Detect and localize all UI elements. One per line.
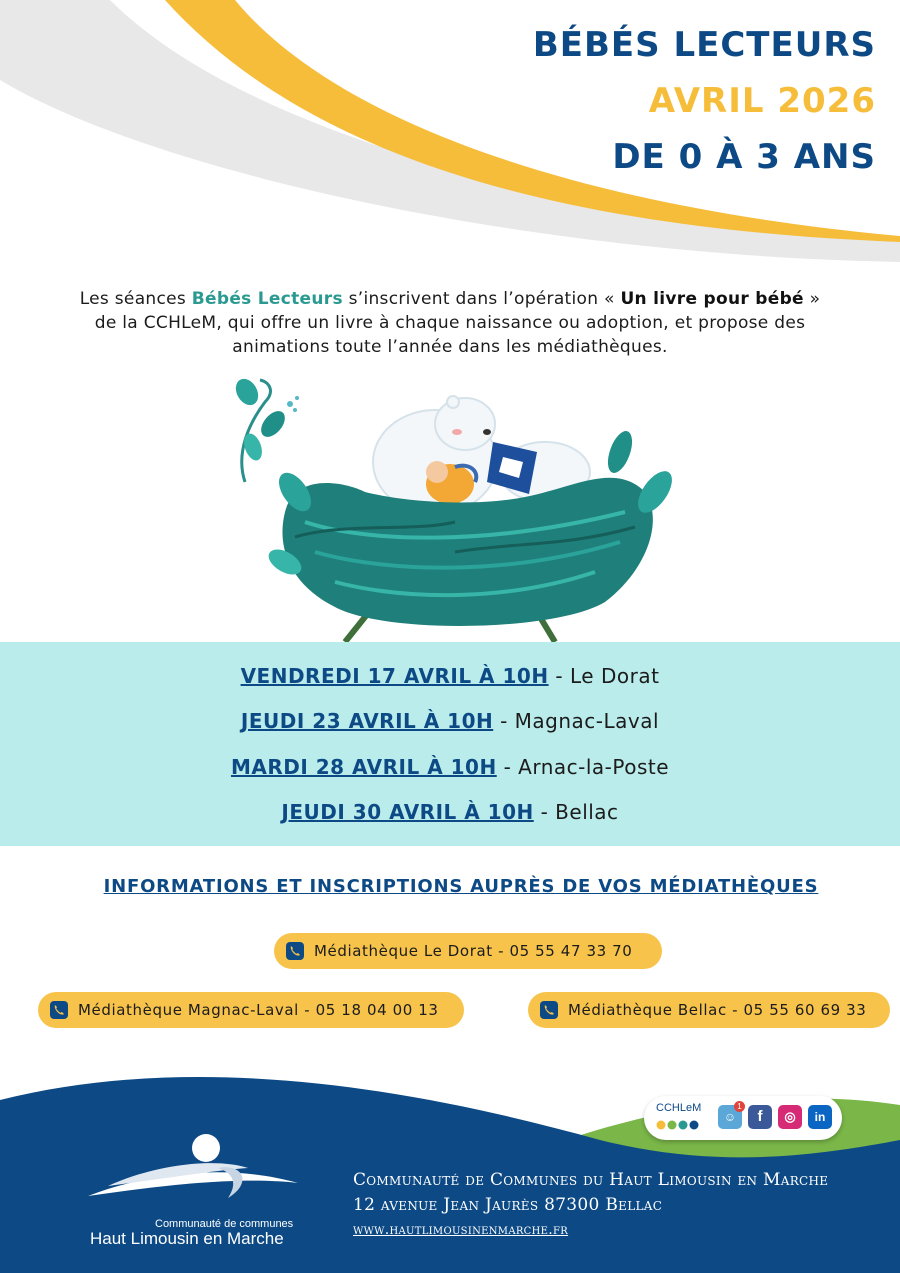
session-row xyxy=(0,800,900,824)
session-row xyxy=(0,755,900,779)
intro-line-1 xyxy=(40,287,860,311)
intro-text: s’inscrivent dans l’opération « xyxy=(342,289,621,309)
phone-icon xyxy=(540,1001,558,1019)
intro-line-3: animations toute l’année dans les médiathèques. xyxy=(232,337,668,357)
logo-title: Haut Limousin en Marche xyxy=(90,1229,284,1248)
session-date-link[interactable]: JEUDI 30 AVRIL À 10H xyxy=(281,800,534,824)
chat-icon[interactable]: ☺ xyxy=(718,1105,742,1129)
session-row xyxy=(0,664,900,688)
phone-icon xyxy=(50,1001,68,1019)
session-date-link[interactable]: VENDREDI 17 AVRIL À 10H xyxy=(240,664,549,688)
intro-text: Les séances xyxy=(79,289,192,309)
session-location: - Magnac-Laval xyxy=(493,709,660,733)
footer-website-link[interactable]: www.hautlimousinenmarche.fr xyxy=(353,1222,569,1238)
intro-text: » xyxy=(803,289,821,309)
facebook-icon[interactable]: f xyxy=(748,1105,772,1129)
footer-org-name: Communauté de Communes du Haut Limousin en Marche xyxy=(353,1170,829,1190)
session-row xyxy=(0,709,900,733)
bear-nest-illustration xyxy=(225,372,675,644)
page-subtitle-age: DE 0 À 3 ANS xyxy=(612,137,876,177)
session-location: - Bellac xyxy=(533,800,619,824)
session-location: - Le Dorat xyxy=(548,664,660,688)
cchlem-logo xyxy=(88,1128,313,1218)
title-block xyxy=(532,25,876,177)
contact-label: Médiathèque Magnac-Laval - 05 18 04 00 13 xyxy=(78,1001,439,1019)
contact-bellac[interactable] xyxy=(528,992,890,1028)
social-label: CCHLeM xyxy=(656,1102,702,1114)
footer-address: 12 avenue Jean Jaurès 87300 Bellac xyxy=(353,1195,663,1215)
session-date-link[interactable]: MARDI 28 AVRIL À 10H xyxy=(230,755,497,779)
info-title[interactable]: INFORMATIONS ET INSCRIPTIONS AUPRÈS DE VOS MÉDIATHÈQUES xyxy=(103,876,819,897)
social-links xyxy=(644,1096,842,1140)
page-title: BÉBÉS LECTEURS xyxy=(532,25,876,65)
contact-magnac-laval[interactable] xyxy=(38,992,464,1028)
contact-label: Médiathèque Le Dorat - 05 55 47 33 70 xyxy=(314,942,633,960)
intro-highlight-un-livre: Un livre pour bébé xyxy=(620,289,804,309)
logo-subtitle: Communauté de communes xyxy=(155,1218,294,1230)
page-subtitle-month: AVRIL 2026 xyxy=(648,81,876,121)
instagram-icon[interactable]: ◎ xyxy=(778,1105,802,1129)
contact-le-dorat[interactable] xyxy=(274,933,662,969)
notification-badge: 1 xyxy=(734,1101,745,1112)
linkedin-icon[interactable]: in xyxy=(808,1105,832,1129)
phone-icon xyxy=(286,942,304,960)
session-date-link[interactable]: JEUDI 23 AVRIL À 10H xyxy=(240,709,494,733)
intro-line-2: de la CCHLeM, qui offre un livre à chaque naissance ou adoption, et propose des xyxy=(94,313,806,333)
brand-dots xyxy=(656,1120,706,1130)
session-location: - Arnac-la-Poste xyxy=(496,755,670,779)
intro-paragraph xyxy=(40,287,860,359)
intro-highlight-bebes-lecteurs: Bébés Lecteurs xyxy=(191,289,343,309)
contact-label: Médiathèque Bellac - 05 55 60 69 33 xyxy=(568,1001,867,1019)
